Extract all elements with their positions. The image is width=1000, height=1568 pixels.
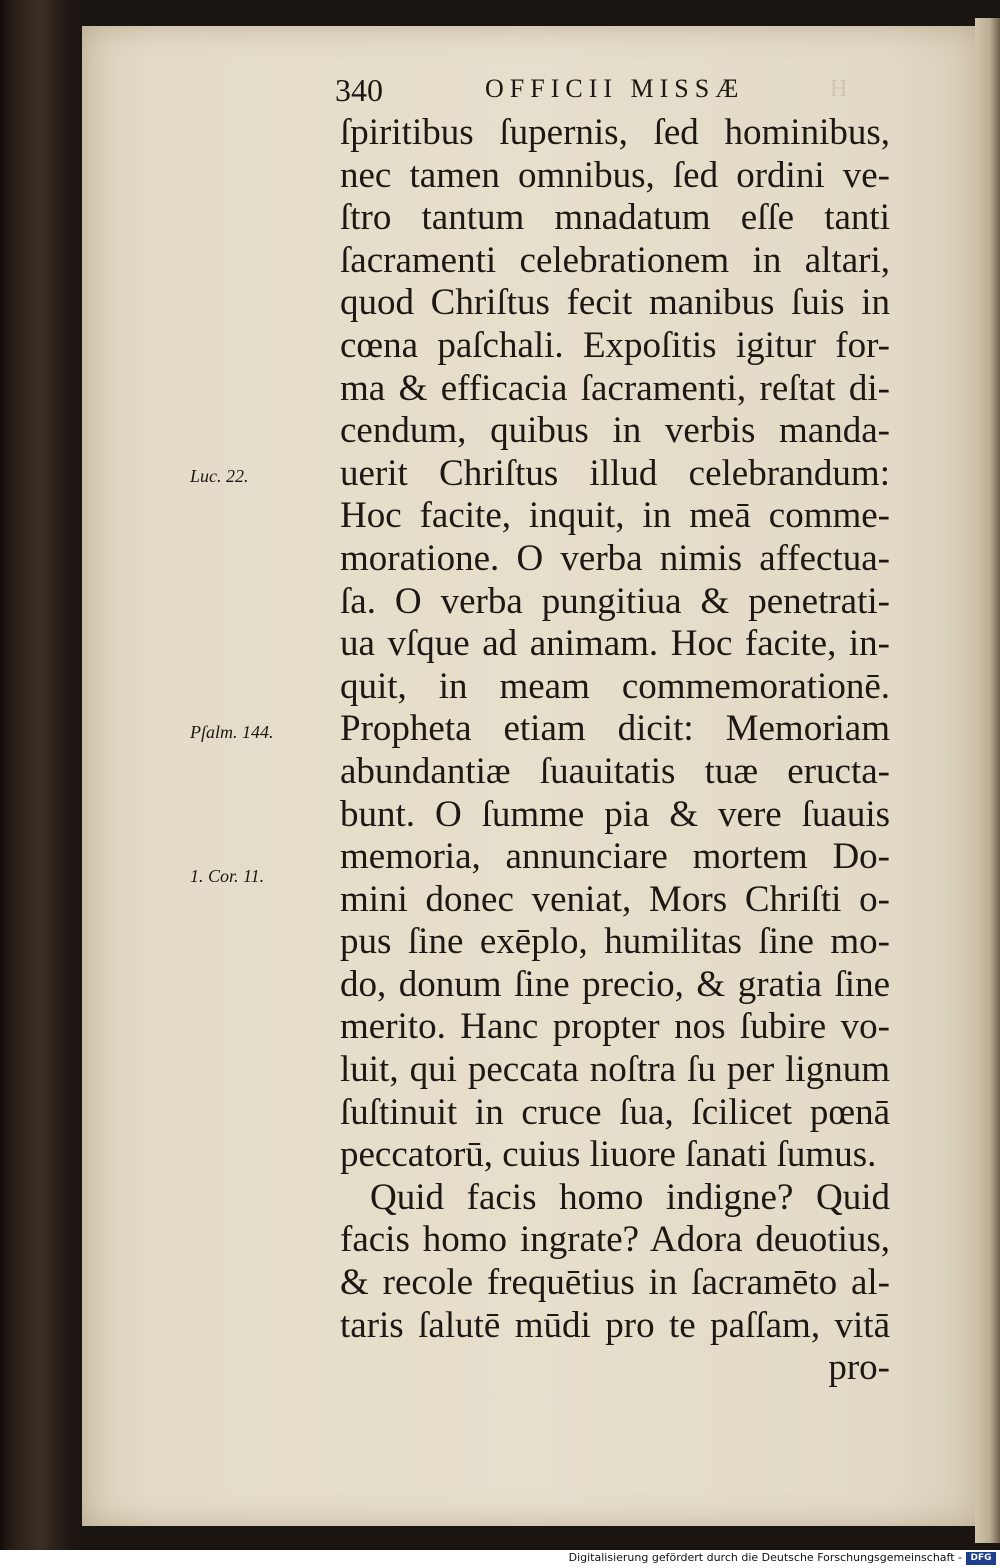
text-line: cendum, quibus in verbis manda-	[340, 410, 890, 452]
bleed-through: H	[830, 76, 854, 102]
text-line: & recole frequētius in ſacramēto al-	[340, 1262, 890, 1304]
margin-note: 1. Cor. 11.	[190, 866, 265, 886]
text-line: ſtro tantum mnadatum eſſe tanti	[340, 197, 890, 239]
text-line: taris ſalutē mūdi pro te paſſam, vitā	[340, 1304, 890, 1346]
page-header	[335, 72, 895, 112]
running-head: OFFICII MISSÆ	[485, 74, 745, 103]
text-line: memoria, annunciare mortem Do-	[340, 836, 890, 878]
text-line: cœna paſchali. Expoſitis igitur for-	[340, 324, 890, 366]
text-line: mini donec veniat, Mors Chriſti o-	[340, 878, 890, 920]
text-line: ſa. O verba pungitiua & penetrati-	[340, 580, 890, 622]
dfg-logo: DFG	[966, 1552, 996, 1565]
text-line: pus ſine exēplo, humilitas ſine mo-	[340, 921, 890, 963]
margin-note: Luc. 22.	[190, 466, 249, 486]
footer-credit: Digitalisierung gefördert durch die Deutsche Forschungsgemeinschaft -	[568, 1551, 962, 1564]
page-edge	[975, 18, 1000, 1543]
text-line: Hoc facite, inquit, in meā comme-	[340, 495, 890, 537]
footer-bar	[0, 1550, 1000, 1568]
text-line: peccatorū, cuius liuore ſanati ſumus.	[340, 1134, 877, 1176]
text-line: uerit Chriſtus illud celebrandum:	[340, 452, 890, 494]
page-number: 340	[335, 72, 383, 108]
text-line: facis homo ingrate? Adora deuotius,	[340, 1219, 890, 1261]
text-line: ua vſque ad animam. Hoc facite, in-	[340, 623, 890, 665]
text-line: Propheta etiam dicit: Memoriam	[340, 708, 890, 750]
text-line: quod Chriſtus fecit manibus ſuis in	[340, 282, 890, 324]
text-line: moratione. O verba nimis affectua-	[340, 537, 890, 579]
text-line: ſacramenti celebrationem in altari,	[340, 239, 890, 281]
text-line: ma & efficacia ſacramenti, reſtat di-	[340, 367, 890, 409]
text-line: merito. Hanc propter nos ſubire vo-	[340, 1006, 890, 1048]
margin-note: Pſalm. 144.	[190, 722, 274, 742]
text-line: bunt. O ſumme pia & vere ſuauis	[340, 793, 890, 835]
text-line: ſpiritibus ſupernis, ſed hominibus,	[340, 112, 890, 153]
text-line: do, donum ſine precio, & gratia ſine	[340, 963, 890, 1005]
text-line: ſuſtinuit in cruce ſua, ſcilicet pœnā	[340, 1091, 890, 1133]
text-line: nec tamen omnibus, ſed ordini ve-	[340, 154, 890, 196]
text-line: luit, qui peccata noſtra ſu per lignum	[340, 1049, 890, 1091]
catchword: pro-	[828, 1347, 890, 1389]
text-line: quit, in meam commemorationē.	[340, 665, 890, 707]
text-block	[340, 112, 890, 1390]
text-line: abundantiæ ſuauitatis tuæ eructa-	[340, 750, 890, 792]
text-line: Quid facis homo indigne? Quid	[370, 1176, 890, 1218]
